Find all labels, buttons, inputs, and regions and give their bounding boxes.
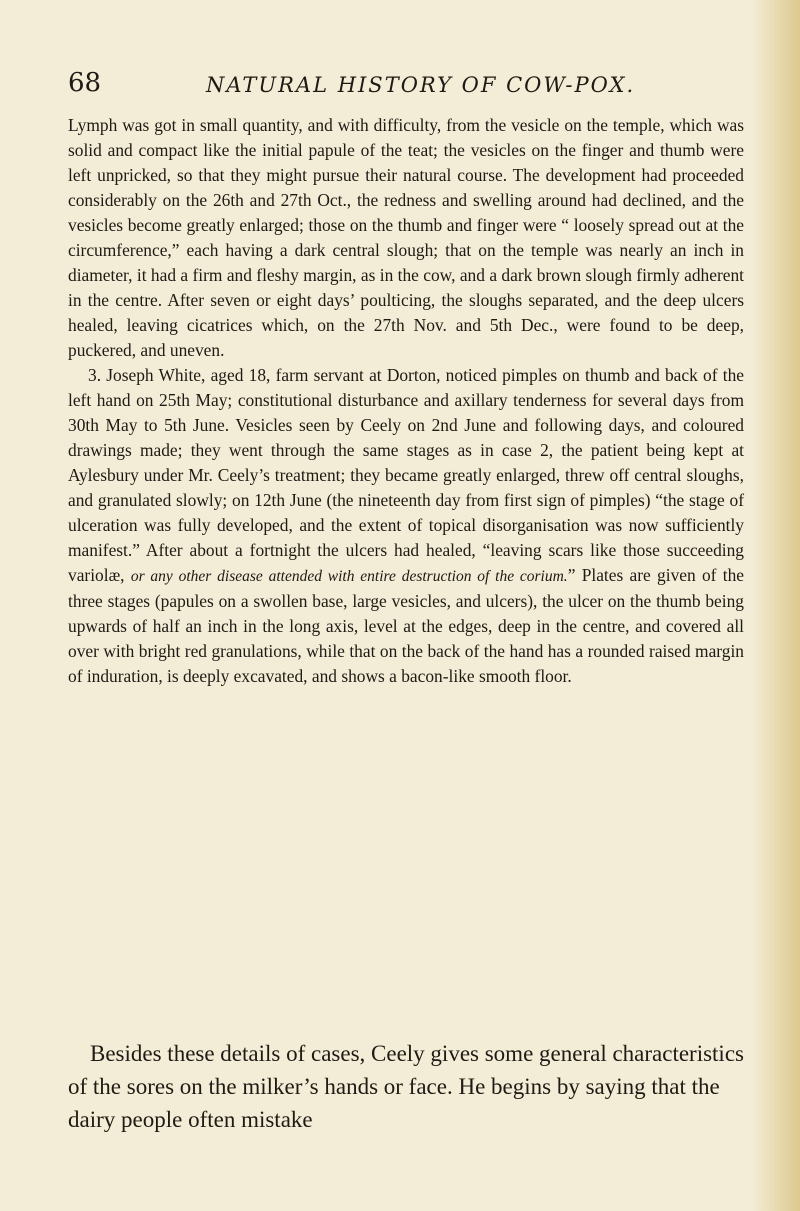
case-3-text: 3. Joseph White, aged 18, farm servant at Dorton, noticed pimples on thumb and back of the left hand on 25th May; constitutional disturbance and axillary tenderness for several days from 30th May to 5th June. Vesicles seen by Ceely on 2nd June and following days, and coloured drawings made; they went through the same stages as in case 2, the patient being kept at Aylesbury under Mr. Ceely’s treatment; they became greatly enlarged, threw off central sloughs, and granulated slowly; on 12th June (the nineteenth day from first sign of pimples) “the stage of ulceration was fully developed, and the extent of topical disorganisation was now sufficiently manifest.” After about a fortnight the ulcers had healed, “leaving scars like those succeeding variolæ, [68, 365, 744, 585]
paragraph-case-3 [68, 363, 744, 689]
page-edge-shading [752, 0, 800, 1211]
paragraph-continuation: Lymph was got in small quantity, and with difficulty, from the vesicle on the temple, which was solid and compact like the initial papule of the teat; the vesicles on the finger and thumb were left unpricked, so that they might pursue their natural course. The development had proceeded considerably on the 26th and 27th Oct., the redness and swelling around had declined, and the vesicles become greatly enlarged; those on the thumb and finger were “ loosely spread out at the circumference,” each having a dark central slough; that on the temple was nearly an inch in diameter, it had a firm and fleshy margin, as in the cow, and a dark brown slough firmly adherent in the centre. After seven or eight days’ poulticing, the sloughs separated, and the deep ulcers healed, leaving cicatrices which, on the 27th Nov. and 5th Dec., were found to be deep, puckered, and uneven. [68, 115, 744, 360]
page-header [68, 68, 748, 102]
body-text [68, 113, 744, 689]
paragraph-general-characteristics: Besides these details of cases, Ceely gives some general characteristics of the sores on the milker’s hands or face. He begins by saying that the dairy people often mistake [68, 1041, 744, 1132]
page-number: 68 [68, 68, 102, 98]
case-3-text-end: ” Plates are given of the three stages (papules on a swollen base, large vesicles, and ulcers), the ulcer on the thumb being upwards of half an inch in the long axis, level at the edges, deep in the centre, and covered all over with bright red granulations, while that on the back of the hand has a rounded raised margin of induration, is deeply excavated, and shows a bacon-like smooth floor. [68, 565, 744, 686]
italic-quote: or any other disease attended with entire destruction of the corium. [130, 568, 568, 585]
running-title: NATURAL HISTORY OF COW-POX. [206, 73, 636, 97]
large-text-section [68, 1037, 744, 1136]
